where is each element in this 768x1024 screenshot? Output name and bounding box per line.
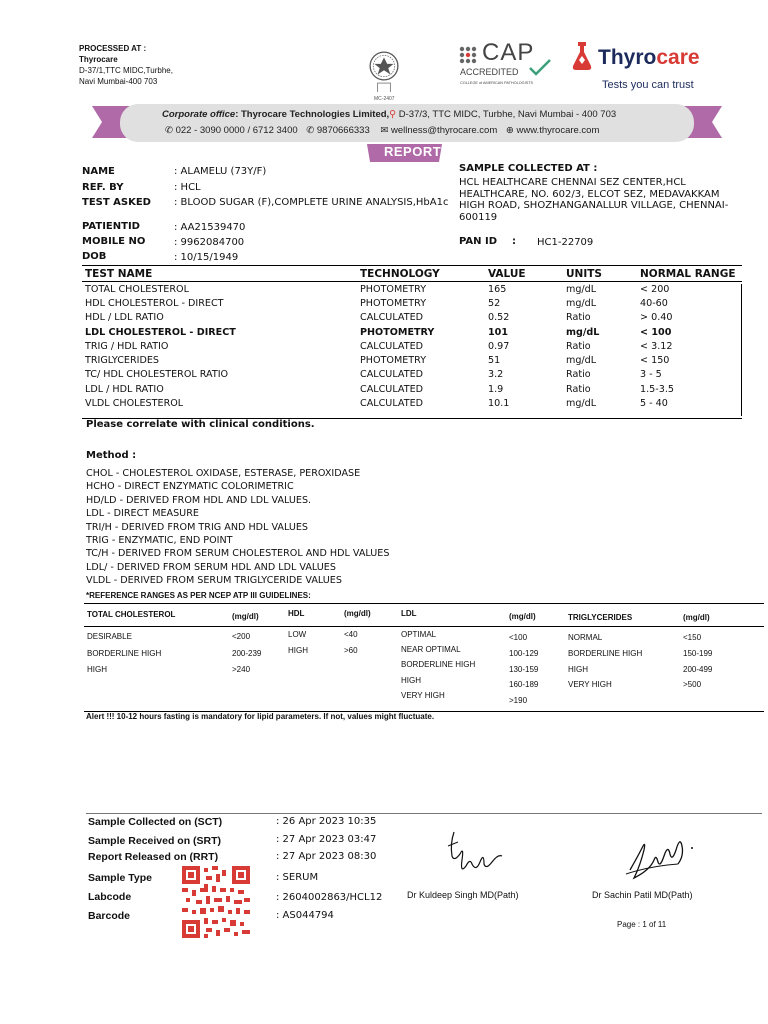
patient-name: : ALAMELU (73Y/F) [174, 166, 267, 177]
ref-tc-value: <200 [232, 632, 251, 641]
cap-sub-text: COLLEGE of AMERICAN PATHOLOGISTS [460, 81, 534, 85]
whatsapp-number: 9870666333 [316, 125, 370, 136]
table-row-abnormal: LDL CHOLESTEROL - DIRECT PHOTOMETRY 101 mg/dL < 100 [85, 326, 672, 338]
method-line: CHOL - CHOLESTEROL OXIDASE, ESTERASE, PEROXIDASE [86, 468, 361, 479]
report-label: REPORT [384, 144, 442, 159]
processed-address-1: D-37/1,TTC MIDC,Turbhe, [79, 66, 173, 75]
dob: : 10/15/1949 [174, 252, 239, 263]
brand-part1: Thyro [598, 46, 657, 69]
name-label: NAME [82, 166, 115, 177]
cap-accredited-text: ACCREDITED [460, 67, 519, 77]
ref-ldl-value: >190 [509, 696, 528, 705]
location-icon: ⚲ [389, 109, 397, 120]
pan-colon: : [512, 236, 516, 247]
method-line: VLDL - DERIVED FROM SERUM TRIGLYCERIDE VALUES [86, 575, 342, 587]
ref-tc-label: HIGH [87, 665, 107, 674]
ref-tc-label: DESIRABLE [87, 632, 132, 641]
ref-tc-value: >240 [232, 665, 251, 674]
footer-divider [86, 813, 762, 814]
sample-type-label: Sample Type [88, 872, 152, 884]
ref-tg-value: >500 [683, 680, 702, 689]
thyrocare-flask-icon [570, 40, 594, 74]
method-line: LDL - DIRECT MEASURE [86, 508, 199, 520]
patientid-label: PATIENTID [82, 221, 140, 232]
table-row: HDL / LDL RATIO CALCULATED 0.52 Ratio > 0.40 [85, 312, 673, 324]
cap-accredited-logo [458, 39, 558, 93]
ref-hdl-unit: (mg/dl) [344, 609, 371, 618]
seal-code: MC-2407 [374, 96, 395, 102]
ref-tg-label: NORMAL [568, 633, 603, 642]
method-line: TC/H - DERIVED FROM SERUM CHOLESTEROL AND HDL VALUES [86, 548, 390, 560]
srt-label: Sample Received on (SRT) [88, 835, 222, 847]
barcode-label: Barcode [88, 910, 131, 922]
whatsapp-icon: ✆ [306, 125, 315, 136]
labcode-value: : 2604002863/HCL12 [276, 892, 383, 903]
thyrocare-wordmark [598, 46, 700, 70]
method-line: HCHO - DIRECT ENZYMATIC COLORIMETRIC [86, 481, 294, 493]
ref-ldl-value: <100 [509, 633, 528, 642]
fasting-alert: Alert !!! 10-12 hours fasting is mandatory for lipid parameters. If not, values might fluctuate. [86, 712, 435, 721]
col-units: UNITS [563, 268, 637, 282]
corporate-office-line [162, 109, 616, 120]
doctor-2-name: Dr Sachin Patil MD(Path) [592, 890, 693, 900]
sample-collected-heading: SAMPLE COLLECTED AT : [459, 163, 598, 174]
ref-ldl-label: OPTIMAL [401, 630, 437, 639]
accreditation-seal-icon [368, 40, 400, 92]
brand-tagline: Tests you can trust [602, 79, 694, 91]
table-row: VLDL CHOLESTEROL CALCULATED 10.1 mg/dL 5 - 40 [85, 398, 668, 410]
ref-ldl-value: 160-189 [509, 680, 539, 689]
mobile-label: MOBILE NO [82, 236, 146, 247]
method-list [86, 467, 389, 588]
rrt-value: : 27 Apr 2023 08:30 [276, 851, 377, 862]
ref-hdl-value: <40 [344, 630, 358, 639]
sample-type-value: : SERUM [276, 872, 319, 883]
rrt-label: Report Released on (RRT) [88, 851, 219, 863]
ref-tc-title: TOTAL CHOLESTEROL [87, 610, 176, 619]
processed-heading: PROCESSED AT : [79, 44, 147, 53]
page-number: Page : 1 of 11 [617, 920, 667, 929]
method-line: TRIG - ENZYMATIC, END POINT [86, 535, 233, 547]
pan-id: HC1-22709 [537, 237, 594, 248]
results-table [82, 268, 742, 411]
checkmark-icon [528, 58, 552, 76]
ref-tc-label: BORDERLINE HIGH [87, 649, 162, 658]
email-icon: ✉ [380, 125, 389, 136]
ref-tc-value: 200-239 [232, 649, 262, 658]
signature-kuldeep-icon [440, 826, 510, 884]
test-asked: : BLOOD SUGAR (F),COMPLETE URINE ANALYSIS,HbA1c [174, 197, 449, 208]
ref-hdl-label: LOW [288, 630, 307, 639]
ref-ldl-label: NEAR OPTIMAL [401, 645, 461, 654]
phone-icon: ✆ [165, 125, 173, 136]
ref-tg-label: VERY HIGH [568, 680, 612, 689]
thyrocare-logo [570, 40, 720, 94]
website[interactable]: www.thyrocare.com [516, 125, 600, 136]
ref-ldl-value: 100-129 [509, 649, 539, 658]
patient-id: : AA21539470 [174, 222, 246, 233]
sct-label: Sample Collected on (SCT) [88, 816, 223, 828]
table-row: TC/ HDL CHOLESTEROL RATIO CALCULATED 3.2 Ratio 3 - 5 [85, 369, 662, 381]
ref-tg-title: TRIGLYCERIDES [568, 613, 633, 622]
reference-header-divider [84, 626, 764, 627]
table-row: HDL CHOLESTEROL - DIRECT PHOTOMETRY 52 mg/dL 40-60 [85, 297, 668, 309]
labcode-label: Labcode [88, 891, 132, 903]
ref-hdl-label: HIGH [288, 646, 308, 655]
signature-sachin-icon [620, 826, 700, 888]
reference-heading: *REFERENCE RANGES AS PER NCEP ATP III GUIDELINES: [86, 591, 311, 600]
processed-address-2: Navi Mumbai-400 703 [79, 77, 158, 86]
ref-hdl-value: >60 [344, 646, 358, 655]
corporate-company: : Thyrocare Technologies Limited, [235, 109, 390, 120]
barcode-value: : AS044794 [276, 910, 334, 921]
col-value: VALUE [485, 268, 563, 282]
table-row: TRIGLYCERIDES PHOTOMETRY 51 mg/dL < 150 [85, 355, 670, 367]
brand-part2: care [656, 46, 700, 69]
ref-ldl-title: LDL [401, 609, 417, 618]
table-row: LDL / HDL RATIO CALCULATED 1.9 Ratio 1.5-3.5 [85, 383, 674, 395]
srt-value: : 27 Apr 2023 03:47 [276, 834, 377, 845]
dob-label: DOB [82, 251, 107, 262]
ref-tc-unit: (mg/dl) [232, 612, 259, 621]
qr-code-icon [182, 866, 250, 938]
method-heading: Method : [86, 450, 137, 461]
corporate-label: Corporate office [162, 109, 236, 120]
email-address[interactable]: wellness@thyrocare.com [390, 125, 498, 136]
ref-tg-label: BORDERLINE HIGH [568, 649, 643, 658]
table-row: TRIG / HDL RATIO CALCULATED 0.97 Ratio < 3.12 [85, 340, 673, 352]
ref-ldl-unit: (mg/dl) [509, 612, 536, 621]
cap-big-text: CAP [482, 39, 535, 66]
processed-at-block [79, 43, 173, 87]
ref-tg-value: 150-199 [683, 649, 713, 658]
ref-by: : HCL [174, 182, 201, 193]
ref-ldl-label: BORDERLINE HIGH [401, 660, 476, 669]
table-row: TOTAL CHOLESTEROL PHOTOMETRY 165 mg/dL < 200 [85, 283, 670, 295]
sct-value: : 26 Apr 2023 10:35 [276, 816, 377, 827]
ref-tg-label: HIGH [568, 665, 588, 674]
doctor-1-name: Dr Kuldeep Singh MD(Path) [407, 890, 519, 900]
col-test-name: TEST NAME [82, 268, 357, 282]
mobile-number: : 9962084700 [174, 237, 245, 248]
method-line: LDL/ - DERIVED FROM SERUM HDL AND LDL VALUES [86, 561, 336, 573]
ref-tg-value: <150 [683, 633, 702, 642]
method-line: HD/LD - DERIVED FROM HDL AND LDL VALUES. [86, 494, 312, 506]
ref-hdl-title: HDL [288, 609, 305, 618]
ref-label: REF. BY [82, 182, 124, 193]
phone-numbers: 022 - 3090 0000 / 6712 3400 [175, 125, 298, 136]
results-header-row [82, 268, 742, 282]
sample-collected-address: HCL HEALTHCARE CHENNAI SEZ CENTER,HCL HEALTHCARE, NO. 602/3, ELCOT SEZ, MEDAVAKKAM HIGH ROAD, SHOZHANGANALLUR VILLAGE, CHENNAI-600119 [459, 177, 729, 223]
col-normal-range: NORMAL RANGE [637, 268, 742, 282]
ref-ldl-label: HIGH [401, 676, 421, 685]
ref-ldl-label: VERY HIGH [401, 691, 445, 700]
ref-tg-value: 200-499 [683, 665, 713, 674]
test-asked-label: TEST ASKED [82, 197, 151, 208]
globe-icon: ⊕ [505, 125, 514, 136]
ref-ldl-value: 130-159 [509, 665, 539, 674]
processed-name: Thyrocare [79, 55, 118, 64]
ref-tg-unit: (mg/dl) [683, 613, 710, 622]
col-technology: TECHNOLOGY [357, 268, 485, 282]
correlate-note: Please correlate with clinical conditions. [86, 419, 315, 430]
contact-line [165, 125, 599, 136]
corporate-address: D-37/3, TTC MIDC, Turbhe, Navi Mumbai - 400 703 [396, 109, 617, 120]
method-line: TRI/H - DERIVED FROM TRIG AND HDL VALUES [86, 521, 308, 533]
pan-label: PAN ID [459, 236, 498, 247]
